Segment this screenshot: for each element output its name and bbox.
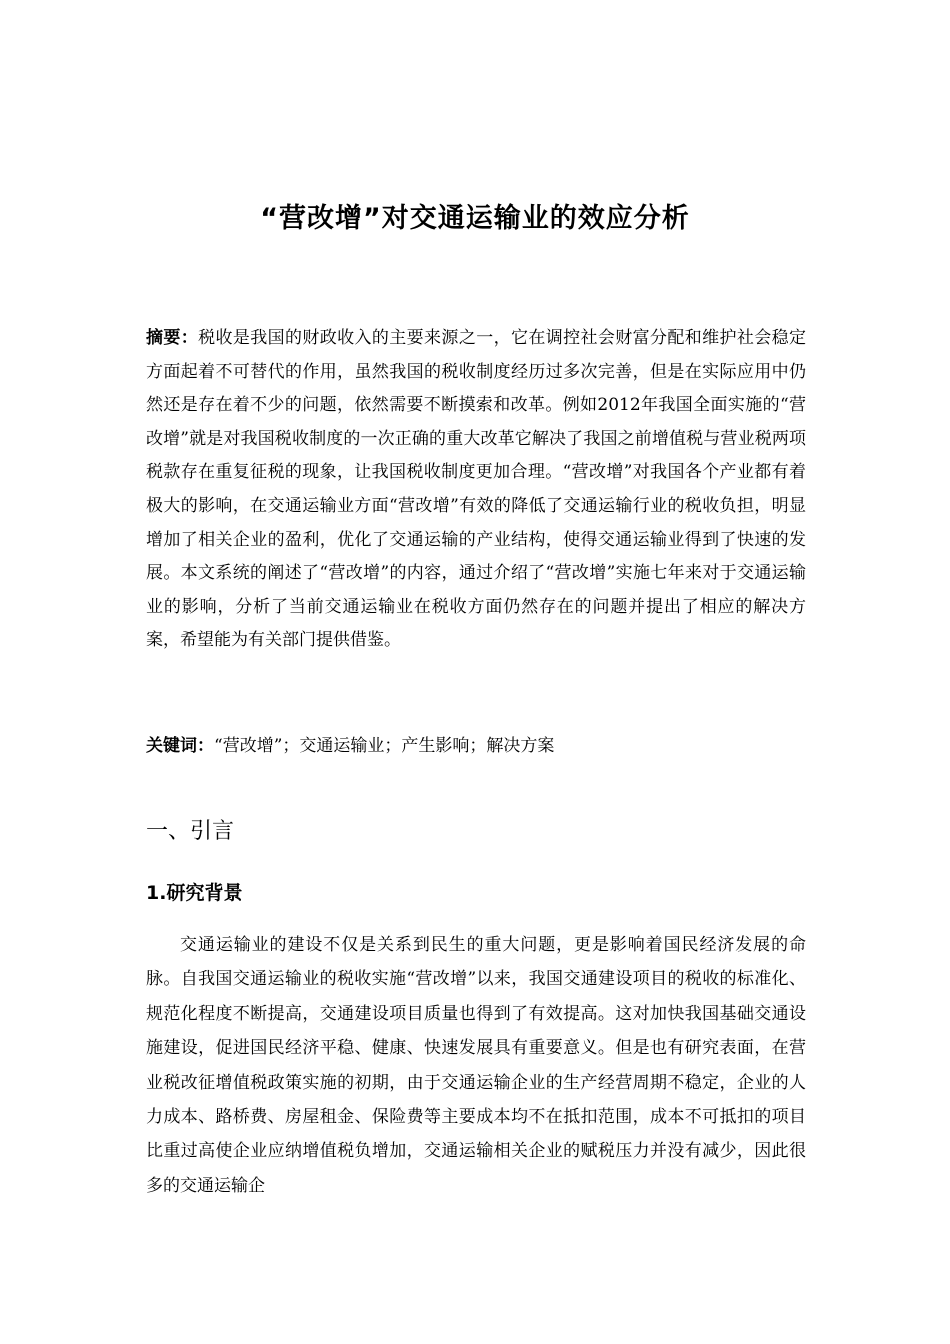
subsection-heading-background: 1.研究背景 [146, 882, 243, 904]
section-heading-introduction: 一、引言 [146, 819, 235, 844]
abstract-text: 税收是我国的财政收入的主要来源之一，它在调控社会财富分配和维护社会稳定方面起着不可替代的作用，虽然我国的税收制度经历过多次完善，但是在实际应用中仍然还是存在着不少的问题，依然需要不断摸索和改革。例如2012年我国全面实施的“营改增”就是对我国税收制度的一次正确的重大改革它解决了我国之前增值税与营业税两项税款存在重复征税的现象，让我国税收制度更加合理。“营改增”对我国各个产业都有着极大的影响，在交通运输业方面“营改增”有效的降低了交通运输行业的税收负担，明显增加了相关企业的盈利，优化了交通运输的产业结构，使得交通运输业得到了快速的发展。本文系统的阐述了“营改增”的内容，通过介绍了“营改增”实施七年来对于交通运输业的影响，分析了当前交通运输业在税收方面仍然存在的问题并提出了相应的解决方案，希望能为有关部门提供借鉴。 [146, 328, 807, 651]
keywords-line [146, 732, 806, 760]
body-paragraph: 交通运输业的建设不仅是关系到民生的重大问题，更是影响着国民经济发展的命脉。自我国交通运输业的税收实施“营改增”以来，我国交通建设项目的税收的标准化、规范化程度不断提高，交通建设项目质量也得到了有效提高。这对加快我国基础交通设施建设，促进国民经济平稳、健康、快速发展具有重要意义。但是也有研究表面，在营业税改征增值税政策实施的初期，由于交通运输企业的生产经营周期不稳定，企业的人力成本、路桥费、房屋租金、保险费等主要成本均不在抵扣范围，成本不可抵扣的项目比重过高使企业应纳增值税负增加，交通运输相关企业的赋税压力并没有减少，因此很多的交通运输企 [146, 935, 806, 1196]
abstract-label: 摘要： [146, 328, 199, 348]
keywords-text: “营改增”；交通运输业；产生影响；解决方案 [214, 736, 555, 756]
abstract-paragraph [146, 322, 806, 658]
keywords-label: 关键词： [146, 736, 214, 756]
document-title: “营改增”对交通运输业的效应分析 [260, 203, 690, 234]
